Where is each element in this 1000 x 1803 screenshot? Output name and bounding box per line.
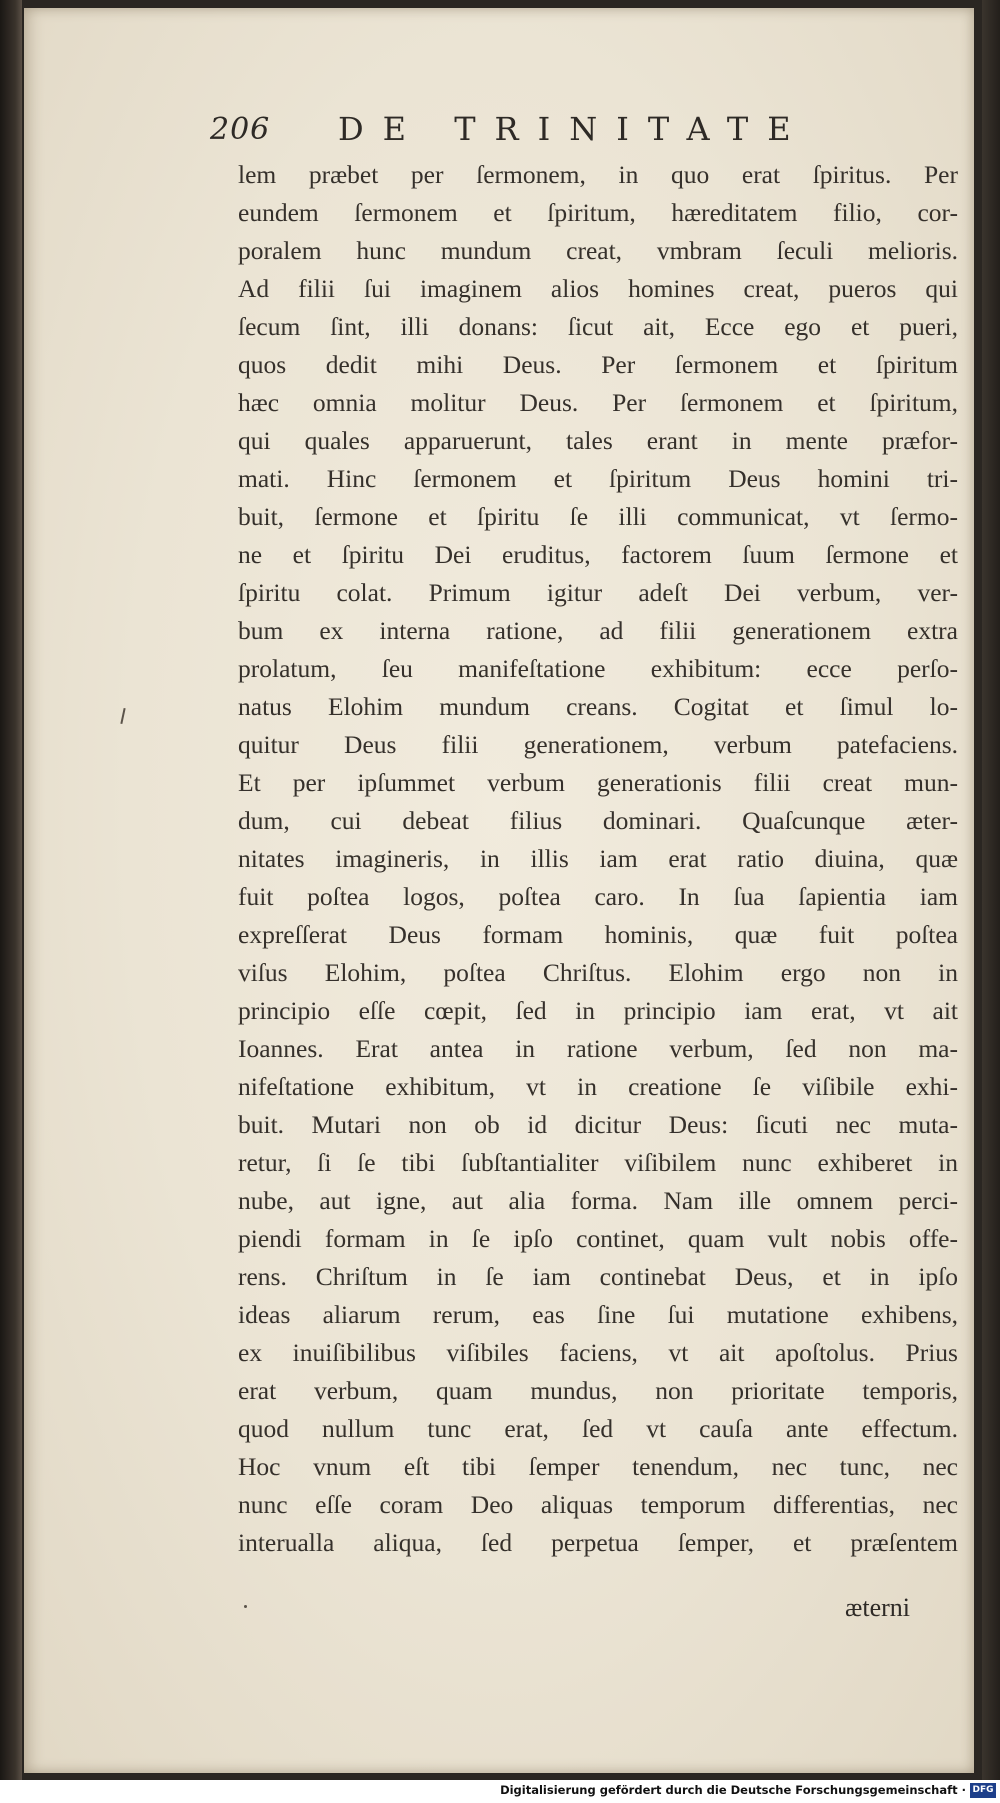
text-line: Hoc vnum eſt tibi ſemper tenendum, nec tunc, nec <box>238 1452 958 1481</box>
book-binding-right <box>982 0 1000 1790</box>
text-line: nube, aut igne, aut alia forma. Nam ille omnem perci- <box>238 1186 958 1215</box>
text-line: hæc omnia molitur Deus. Per ſermonem et ſpiritum, <box>238 388 958 417</box>
text-line: lem præbet per ſermonem, in quo erat ſpiritus. Per <box>238 160 958 189</box>
text-line: erat verbum, quam mundus, non prioritate temporis, <box>238 1376 958 1405</box>
ink-dot <box>244 1605 247 1608</box>
text-line: quod nullum tunc erat, ſed vt cauſa ante effectum. <box>238 1414 958 1443</box>
text-line: dum, cui debeat filius dominari. Quaſcunque æter- <box>238 806 958 835</box>
catchword: æterni <box>845 1593 910 1622</box>
text-line: ex inuiſibilibus viſibiles faciens, vt ait apoſtolus. Prius <box>238 1338 958 1367</box>
page-header <box>210 108 830 158</box>
text-line: Ad filii ſui imaginem alios homines creat, pueros qui <box>238 274 958 303</box>
book-page <box>24 8 974 1773</box>
text-line: mati. Hinc ſermonem et ſpiritum Deus homini tri- <box>238 464 958 493</box>
ink-mark <box>120 708 125 724</box>
text-line: piendi formam in ſe ipſo continet, quam vult nobis offe- <box>238 1224 958 1253</box>
text-line: expreſſerat Deus formam hominis, quæ fuit poſtea <box>238 920 958 949</box>
running-title: DE TRINITATE <box>338 110 810 148</box>
text-line: retur, ſi ſe tibi ſubſtantialiter viſibilem nunc exhiberet in <box>238 1148 958 1177</box>
page-number: 206 <box>210 112 271 147</box>
text-line: poralem hunc mundum creat, vmbram ſeculi melioris. <box>238 236 958 265</box>
text-line: ne et ſpiritu Dei eruditus, factorem ſuum ſermone et <box>238 540 958 569</box>
text-line: principio eſſe cœpit, ſed in principio iam erat, vt ait <box>238 996 958 1025</box>
digitization-credit: Digitalisierung gefördert durch die Deutsche Forschungsgemeinschaft · <box>500 1783 966 1797</box>
text-line: fuit poſtea logos, poſtea caro. In ſua ſapientia iam <box>238 882 958 911</box>
text-line: nitates imagineris, in illis iam erat ratio diuina, quæ <box>238 844 958 873</box>
text-line: bum ex interna ratione, ad filii generationem extra <box>238 616 958 645</box>
text-line: ſpiritu colat. Primum igitur adeſt Dei verbum, ver- <box>238 578 958 607</box>
text-line: buit, ſermone et ſpiritu ſe illi communicat, vt ſermo- <box>238 502 958 531</box>
text-line: qui quales apparuerunt, tales erant in mente præfor- <box>238 426 958 455</box>
text-line: nunc eſſe coram Deo aliquas temporum differentias, nec <box>238 1490 958 1519</box>
text-line: quos dedit mihi Deus. Per ſermonem et ſpiritum <box>238 350 958 379</box>
text-line: eundem ſermonem et ſpiritum, hæreditatem filio, cor- <box>238 198 958 227</box>
text-line: prolatum, ſeu manifeſtatione exhibitum: ecce perſo- <box>238 654 958 683</box>
text-line: Et per ipſummet verbum generationis filii creat mun- <box>238 768 958 797</box>
text-line: natus Elohim mundum creans. Cogitat et ſimul lo- <box>238 692 958 721</box>
body-text <box>238 156 958 1562</box>
text-line: rens. Chriſtum in ſe iam continebat Deus, et in ipſo <box>238 1262 958 1291</box>
text-line: nifeſtatione exhibitum, vt in creatione ſe viſibile exhi- <box>238 1072 958 1101</box>
footer-bar <box>0 1780 1000 1803</box>
text-line: ideas aliarum rerum, eas ſine ſui mutatione exhibens, <box>238 1300 958 1329</box>
text-line: viſus Elohim, poſtea Chriſtus. Elohim ergo non in <box>238 958 958 987</box>
text-line: buit. Mutari non ob id dicitur Deus: ſicuti nec muta- <box>238 1110 958 1139</box>
book-binding-left <box>0 0 22 1790</box>
text-line: quitur Deus filii generationem, verbum patefaciens. <box>238 730 958 759</box>
text-line: Ioannes. Erat antea in ratione verbum, ſed non ma- <box>238 1034 958 1063</box>
text-line: ſecum ſint, illi donans: ſicut ait, Ecce ego et pueri, <box>238 312 958 341</box>
dfg-logo: DFG <box>970 1783 996 1798</box>
text-line: interualla aliqua, ſed perpetua ſemper, et præſentem <box>238 1528 958 1557</box>
